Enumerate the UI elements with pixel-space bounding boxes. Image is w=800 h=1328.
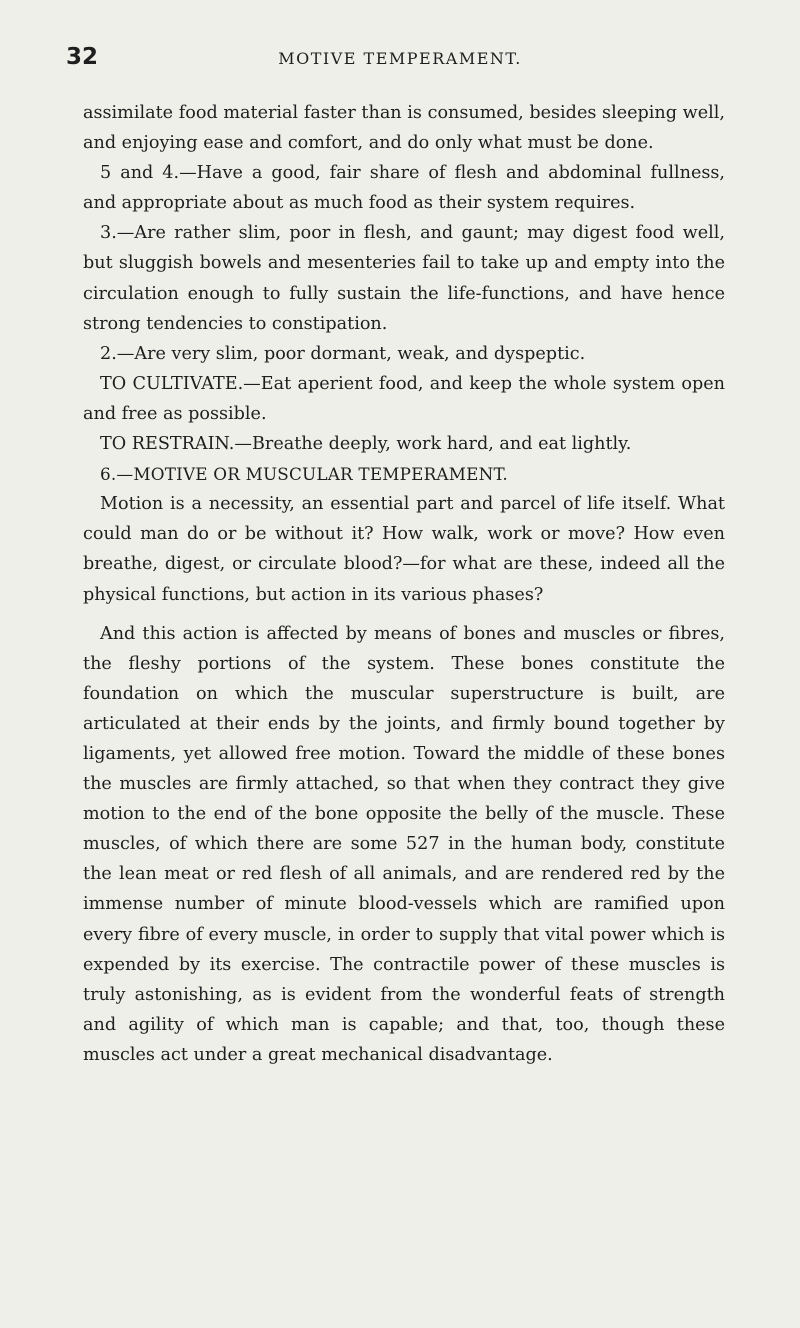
body-text — [83, 98, 725, 1070]
paragraph-degree-2: 2.—Are very slim, poor dormant, weak, and dyspeptic. — [100, 343, 586, 364]
paragraph-to-cultivate: TO CULTIVATE.—Eat aperient food, and keep the whole system open and free as possible. — [83, 373, 725, 424]
paragraph-degree-5-4: 5 and 4.—Have a good, fair share of flesh and abdominal fullness, and appropriate about as much food as their system requires. — [83, 163, 725, 214]
paragraph-degree-3: 3.—Are rather slim, poor in flesh, and gaunt; may digest food well, but sluggish bowels and mesenteries fail to take up and empty into the circulation enough to fully sustain the life-functions, and have hence strong tendencies to constipation. — [83, 223, 725, 334]
running-title: MOTIVE TEMPERAMENT. — [278, 49, 522, 68]
page-number: 32 — [66, 44, 99, 70]
page-header — [0, 44, 800, 84]
paragraph-continued: assimilate food material faster than is consumed, besides sleeping well, and enjoying ease and comfort, and do only what must be done. — [83, 103, 725, 154]
paragraph-action: And this action is affected by means of bones and muscles or fibres, the fleshy portions of the system. These bones constitute the foundation on which the muscular superstructure is built, are articulated at their ends by the joints, and firmly bound together by ligaments, yet allowed free motion. Toward the middle of these bones the muscles are firmly attached, so that when they contract they give motion to the end of the bone opposite the belly of the muscle. These muscles, of which there are some 527 in the human body, constitute the lean meat or red flesh of all animals, and are rendered red by the immense number of minute blood-vessels which are ramified upon every fibre of every muscle, in order to supply that vital power which is expended by its exercise. The contractile power of these muscles is truly astonishing, as is evident from the wonderful feats of strength and agility of which man is capable; and that, too, though these muscles act under a great mechanical disadvantage. — [83, 623, 725, 1065]
section-title: 6.—MOTIVE OR MUSCULAR TEMPERAMENT. — [100, 464, 508, 485]
paragraph-motion: Motion is a necessity, an essential part and parcel of life itself. What could man do or be without it? How walk, work or move? How even breathe, digest, or circulate blood?—for what are these, indeed all the physical functions, but action in its various phases? — [83, 494, 725, 605]
paragraph-to-restrain: TO RESTRAIN.—Breathe deeply, work hard, and eat lightly. — [100, 434, 632, 455]
